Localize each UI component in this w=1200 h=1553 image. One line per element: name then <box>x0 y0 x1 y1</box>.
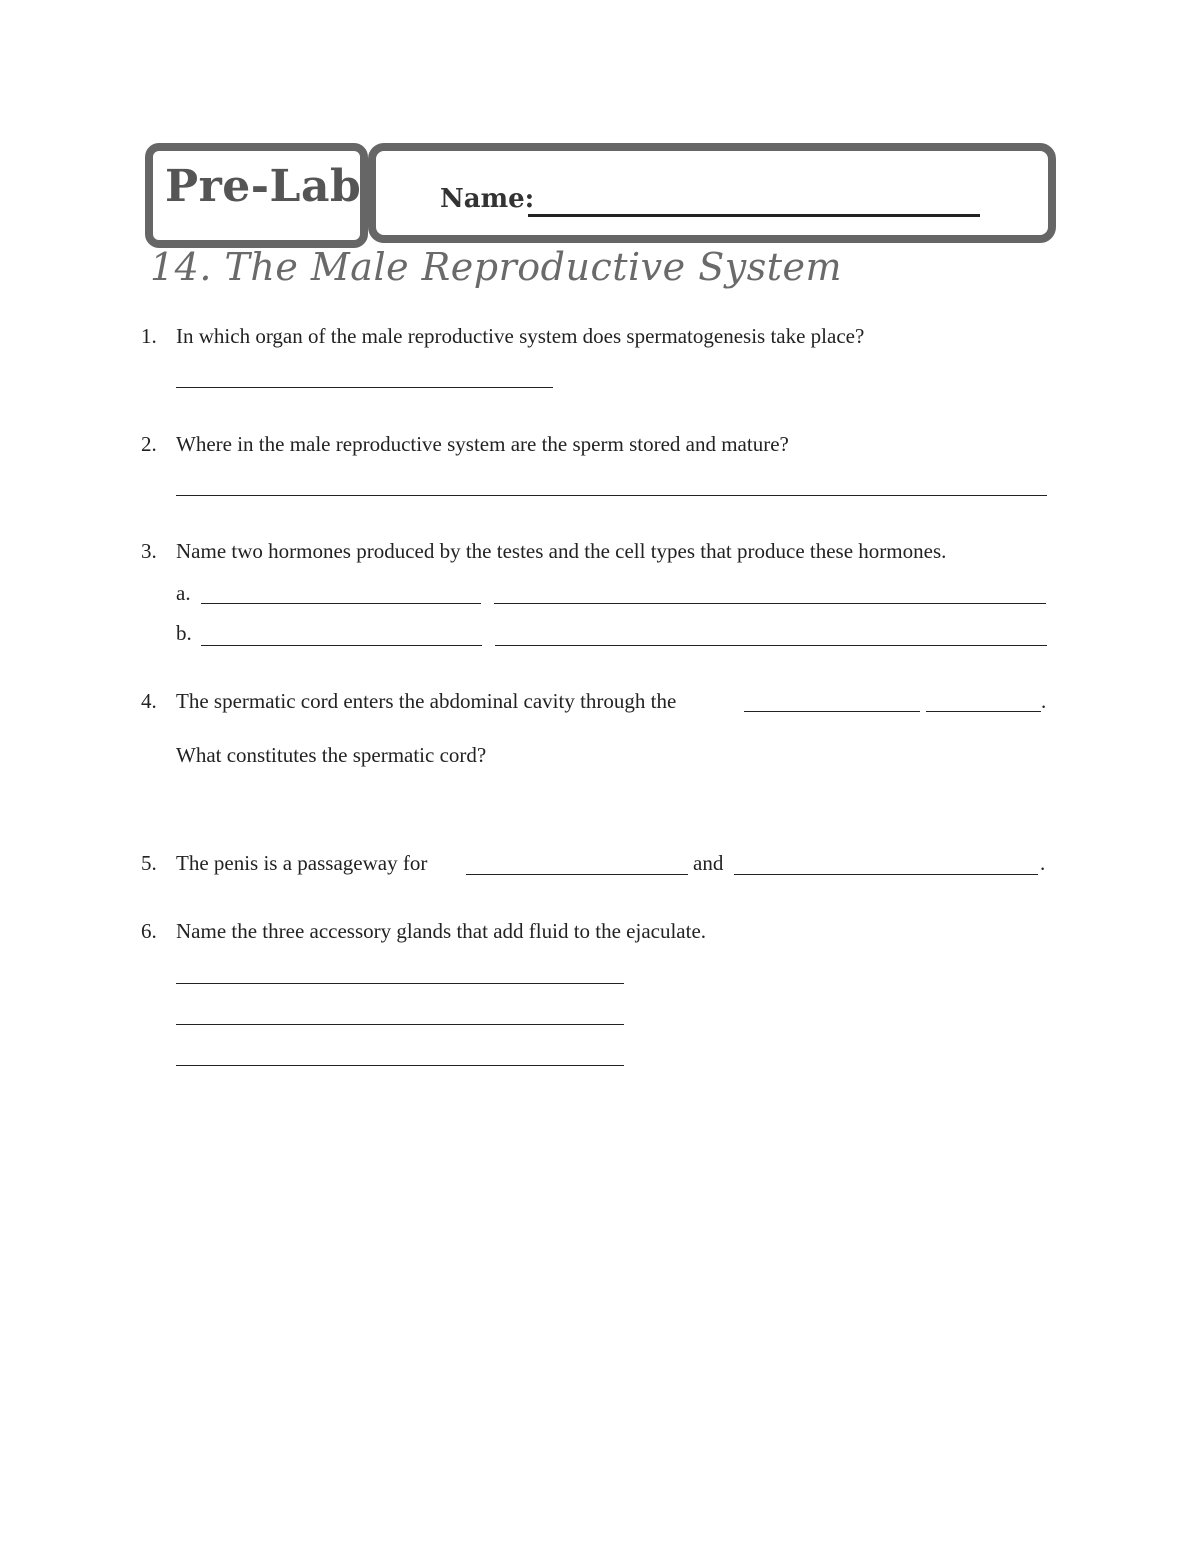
question-3-number: 3. <box>141 539 157 563</box>
question-2-text: Where in the male reproductive system are the sperm stored and mature? <box>176 432 789 456</box>
answer-3b-cell-line[interactable] <box>495 645 1047 646</box>
question-5-number: 5. <box>141 851 157 875</box>
name-input-line[interactable] <box>528 214 980 217</box>
question-1-text: In which organ of the male reproductive system does spermatogenesis take place? <box>176 324 865 348</box>
answer-3a-hormone-line[interactable] <box>201 603 481 604</box>
prelab-label: Pre-Lab <box>165 161 362 212</box>
name-label: Name: <box>440 184 535 214</box>
question-6-text: Name the three accessory glands that add fluid to the ejaculate. <box>176 919 707 943</box>
question-4-number: 4. <box>141 689 157 713</box>
answer-4-line-2[interactable] <box>926 711 1041 712</box>
answer-1-line[interactable] <box>176 387 553 388</box>
answer-6-line-3[interactable] <box>176 1065 624 1066</box>
question-5-and: and <box>693 851 724 875</box>
answer-2-line[interactable] <box>176 495 1047 496</box>
question-4-text: The spermatic cord enters the abdominal cavity through the <box>176 689 677 713</box>
answer-6-line-2[interactable] <box>176 1024 624 1025</box>
answer-4-line-1[interactable] <box>744 711 920 712</box>
question-1-number: 1. <box>141 324 157 348</box>
question-3-text: Name two hormones produced by the testes and the cell types that produce these hormones. <box>176 539 947 563</box>
question-6-number: 6. <box>141 919 157 943</box>
question-4-period: . <box>1041 689 1047 713</box>
answer-3b-hormone-line[interactable] <box>201 645 482 646</box>
page-title: 14. The Male Reproductive System <box>150 245 842 289</box>
question-2-number: 2. <box>141 432 157 456</box>
question-3-sub-a-label: a. <box>176 581 191 605</box>
question-3-sub-b-label: b. <box>176 621 192 645</box>
answer-3a-cell-line[interactable] <box>494 603 1046 604</box>
question-5-text: The penis is a passageway for <box>176 851 428 875</box>
answer-6-line-1[interactable] <box>176 983 624 984</box>
answer-5-line-2[interactable] <box>734 874 1038 875</box>
question-5-period: . <box>1040 851 1046 875</box>
question-4-followup: What constitutes the spermatic cord? <box>176 743 487 767</box>
answer-5-line-1[interactable] <box>466 874 688 875</box>
